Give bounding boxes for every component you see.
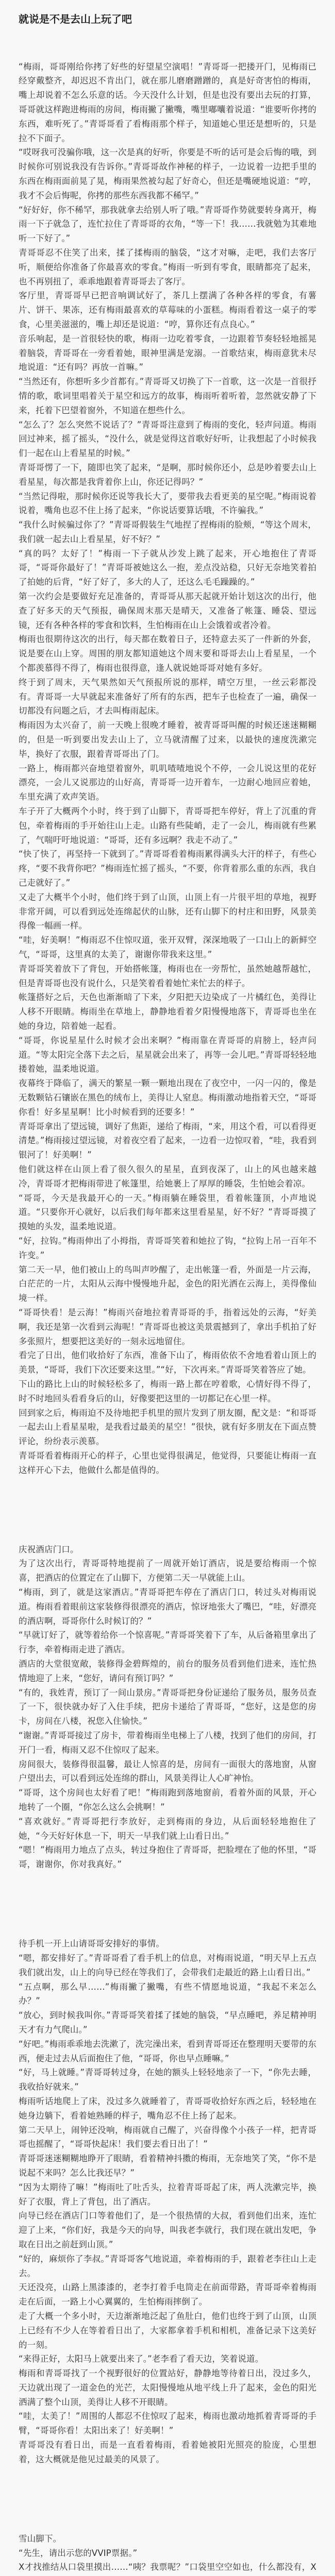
story-paragraph: “先生，请出示您的VVIP票据。” (19, 2548, 138, 2558)
story-paragraph: 音乐响起，是一首很轻快的歌，梅雨一边吃着零食，一边跟着节奏轻轻地摇晃着脑袋，青哥哥在一旁看着她，眼神里满是宠溺。一首歌结束，梅雨意犹未尽地说道：“还有吗？再放一首嘛。” (19, 333, 316, 372)
story-paragraph: “有的，我姓青，预订了一间山景房。”青哥哥把身份证递给了服务员，服务员查了一下，很快就办好了入住手续，把房卡递给了青哥哥，“您好，这是您的房卡，房间在八楼，祝您入住愉快。” (19, 1687, 316, 1726)
story-paragraph: 待手机一开上山请哥哥安排好的事情。 (19, 1939, 165, 1949)
story-paragraph: X才找推结从口袋里摸出……“咦？我票呢？”口袋里空空如也，什么都没有，X (19, 2562, 316, 2572)
story-paragraph: “快了快了，再坚持一下就到了。”青哥哥看着梅雨累得满头大汗的样子，有些心疼，“要不我背你吧？”梅雨连忙摇了摇头，“不要，你背着那么重的东西，我自己走就好了。” (19, 849, 316, 888)
story-paragraph: “我什么时候骗过你了？”青哥哥假装生气地捏了捏梅雨的脸颊，“等这个周末，我们就一起去山上看星星，好不好？” (19, 520, 316, 544)
story-section-4 (19, 2532, 316, 2576)
story-paragraph: 梅雨也很期待这次的出行，每天都在数着日子，还特意去买了一件新的外套，说是要在山上穿。周围的朋友都知道她这个周末要和哥哥去山上看星星，一个个都羡慕得不得了，梅雨也很得意，逢人就说她哥哥对她有多好。 (19, 634, 316, 673)
story-paragraph: “谢谢。”青哥哥接过了房卡，带着梅雨坐电梯上了八楼，找到了他们的房间，打开门一看，梅雨又忍不住惊叹了起来。 (19, 1731, 316, 1755)
story-paragraph: “梅雨，哥哥刚给你拷了好些的好望星空演唱！”青哥哥一把搂开门，见梅雨已经穿戴整齐，却迟迟不肯出门，就在那儿磨磨蹭蹭的，真是好奇害怕的梅雨，嘴上却说着不怎么乐意的话。今天没什么计划，但是也没有要出去玩的打算，哥哥就这样跑进梅雨的房间，梅雨撇了撇嘴，嘴里嘟囔着说道：“谁要听你拷的东西，难听死了。”青哥哥看了看梅雨那个样子，知道她心里还是想听的，只是拉不下面子。 (19, 61, 316, 143)
story-paragraph: “来得正好，太阳马上就要出来了。”老李看了看天边，笑着说道。 (19, 2354, 264, 2364)
story-paragraph: “梅雨，到了，就是这家酒店。”青哥哥把车停在了酒店门口，转过头对梅雨说道。梅雨看着眼前这家装修得很漂亮的酒店，惊讶地张大了嘴巴，“哇，好漂亮的酒店啊，哥哥你什么时候订的？” (19, 1587, 316, 1626)
story-paragraph: 一路上，梅雨都兴奋地望着窗外，叽叽喳喳地说个不停，一会儿说这里的花好漂亮，一会儿又说那边的山好高，青哥哥一边开着车，一边耐心地回应着她，车里充满了欢声笑语。 (19, 763, 316, 802)
story-paragraph: 他们就这样在山顶上看了很久很久的星星，直到夜深了，山上的风也越来越冷，青哥哥才把梅雨带进了帐篷里，给她裹上了厚厚的睡袋，生怕她会着凉。 (19, 1164, 316, 1189)
story-paragraph: “哎呀我可没骗你哦，这一次是真的好听，你要是不听的话可是会后悔的哦，到时候你可别说我没有告诉你。”青哥哥故作神秘的样子，一边说着一边把手里的东西在梅雨面前晃了晃，梅雨果然被勾起了好奇心，但还是嘴硬地说道：“哼，我才不会后悔呢，你拷的那些东西我都不稀罕。” (19, 147, 316, 200)
story-section-2 (19, 1543, 316, 1872)
story-body (19, 31, 316, 2576)
story-paragraph: 梅雨听话地爬上了床，没过多久就睡着了，青哥哥收拾好东西之后，轻轻地在她身边躺下，看着她熟睡的样子，嘴角忍不住上扬了起来。 (19, 2096, 316, 2121)
page-title: 就说是不是去山上玩了吧 (19, 13, 132, 25)
story-paragraph: 青哥哥看着梅雨开心的样子，心里也觉得很满足，他觉得，只要能让梅雨一直这样开心下去，他做什么都是值得的。 (19, 1450, 316, 1475)
story-paragraph: “好好好，你不稀罕，那我就拿去给别人听了哦。”青哥哥作势就要转身离开，梅雨一下子就急了，连忙拉住了青哥哥的衣角，“等一下！我……我就勉为其难地听一下好了。” (19, 205, 316, 244)
story-paragraph: “当然还有，你想听多少首都有。”青哥哥又切换了下一首歌，这一次是一首很抒情的歌，歌词里唱着关于星空和远方的故事，梅雨听着听着，忽然就安静了下来，托着下巴望着窗外，不知道在想些什么。 (19, 377, 316, 415)
story-paragraph: 客厅里，青哥哥早已把音响调试好了，茶几上摆满了各种各样的零食，有薯片、饼干、果冻，还有梅雨最喜欢的草莓味的小蛋糕。梅雨看着这一桌子的零食，心里美滋滋的，嘴上却还是说道：“哼，算你还有点良心。” (19, 291, 316, 329)
story-paragraph: 向导已经在酒店门口等着他们了，是一个很热情的大叔，看到他们出来，连忙迎了上来，“你们好，我是今天的向导，叫我老李就行，我们现在就出发吧，争取在日出之前赶到山顶。” (19, 2211, 316, 2249)
story-paragraph: 雪山脚下。 (19, 2533, 62, 2544)
story-paragraph: “哇，太美了！”周围的人都忍不住惊叹了起来，梅雨也激动地抓着青哥哥的手臂，“哥哥你看！太阳出来了！好美啊！” (19, 2411, 316, 2436)
story-paragraph: 夜幕终于降临了，满天的繁星一颗一颗地出现在了夜空中，一闪一闪的，像是无数颗钻石镶嵌在黑色的绒布上，美得让人窒息。梅雨激动地指着天空，“哥哥你看！好多星星啊！比小时候看到的还要多！” (19, 1078, 316, 1117)
story-paragraph: “哥哥快看！是云海！”梅雨兴奋地拉着青哥哥的手，指着远处的云海，“好美啊，我还是第一次看到云海呢！”青哥哥也被这美景震撼到了，拿出手机拍了好多张照片，想要把这美好的一刻永远地留住。 (19, 1307, 316, 1346)
story-paragraph: 青哥哥拿出了望远镜，调好了焦距，递给了梅雨，“来，用这个看，可以看得更清楚。”梅雨接过望远镜，对着夜空看了起来，一边看一边惊叹着，“哇，我看到银河了！好美啊！” (19, 1121, 316, 1160)
story-paragraph: “好吧。”梅雨乖乖地去洗漱了，洗完澡出来，看到青哥哥还在整理明天要带的东西，便走过去从后面抱住了他，“哥哥，你也早点睡嘛。” (19, 2039, 316, 2063)
story-paragraph: 终于到了周末，天气果然如天气预报所说的那样，晴空万里，一丝云彩都没有。青哥哥一大早就起来准备好了所有的东西，把车子也检查了一遍，确保一切都没有问题之后，才去叫梅雨起床。 (19, 677, 316, 716)
story-paragraph: “早就订好了，就等着给你一个惊喜呢。”青哥哥笑着下了车，从后备箱里拿出了行李，牵着梅雨走进了酒店。 (19, 1630, 316, 1655)
story-paragraph: “嗯，都安排好了。”青哥哥看了看手机上的信息，对梅雨说道，“明天早上五点我们就出发，山上的向导已经在等我们了，会带我们走最近的路上山看日出。” (19, 1953, 316, 1977)
story-paragraph: 酒店的大堂很宽敞，装修得金碧辉煌的，前台的服务员看到他们进来，连忙热情地迎了上来，“您好，请问有预订吗？” (19, 1659, 316, 1683)
story-paragraph: “真的吗？太好了！”梅雨一下子就从沙发上跳了起来，开心地抱住了青哥哥，“哥哥你最好了！”青哥哥被她这么一抱，差点没站稳，只好无奈地笑着拍了拍她的后背，“好了好了，多大的人了，还这么毛毛躁躁的。” (19, 548, 316, 587)
story-paragraph: “怎么了？怎么突然不说话了？”青哥哥注意到了梅雨的变化，轻声问道。梅雨回过神来，摇了摇头，“没什么，就是觉得这首歌好好听，让我想起了小时候我们一起在山上看星星的时候。” (19, 419, 316, 459)
story-paragraph: 梅雨因为太兴奋了，前一天晚上很晚才睡着，被青哥哥叫醒的时候还迷迷糊糊的，但是一听到要出发去山上了，立马就清醒了过来，以最快的速度洗漱完毕，换好了衣服，跟着青哥哥出了门。 (19, 720, 316, 759)
story-paragraph: 第二天一早，他们被山上的鸟叫声吵醒了，走出帐篷一看，外面是一片云海，白茫茫的一片，太阳从云海中慢慢地升起，金色的阳光洒在云海上，美得像仙境一样。 (19, 1264, 316, 1303)
story-paragraph: 房间很大，装修得很温馨，最让人惊喜的是，房间有一面很大的落地窗，从窗户望出去，可以看到远处连绵的群山，风景美得让人心旷神怡。 (19, 1759, 316, 1784)
story-paragraph: 青哥哥愣了一下，随即也笑了起来，“是啊，那时候你还小，总是吵着要去山上看星星，每次都是我背着你上山，你还记得吗？” (19, 462, 316, 487)
story-paragraph: “哥哥，这个房间也太好看了吧！”梅雨跑到落地窗前，看着外面的风景，开心地转了一个圈，“你怎么这么会挑啊！” (19, 1788, 316, 1812)
story-paragraph: 走了大概一个多小时，天边渐渐地泛起了鱼肚白，他们也终于到了山顶，山顶上已经有不少人在等着看日出了，大家都拿着手机和相机，准备记录下这美好的一刻。 (19, 2311, 316, 2350)
story-paragraph: “好的，麻烦你了李叔。”青哥哥客气地说道，牵着梅雨的手，跟着老李往山上走去。 (19, 2253, 316, 2278)
story-paragraph: 车子开了大概两个小时，终于到了山脚下，青哥哥把车停好，背上了沉重的背包，牵着梅雨的手开始往山上走。山路有些陡峭，走了一会儿，梅雨就有些累了，气喘吁吁地说道：“哥哥，还有多远啊？我走不动了。” (19, 806, 316, 845)
story-paragraph: 青哥哥没有看日出，而是一直看着梅雨，看着她被阳光照亮的脸庞，心里想着，这大概就是他见过最美的风景了。 (19, 2440, 316, 2464)
story-paragraph: 天还没亮，山路上黑漆漆的，老李打着手电筒走在前面带路，青哥哥牵着梅雨走在后面，一路上小心翼翼的，生怕梅雨摔倒了。 (19, 2282, 316, 2307)
story-section-1 (19, 60, 316, 1478)
story-paragraph: “喜欢就好。”青哥哥把行李放好，走到梅雨的身边，从后面轻轻地抱住了她，“今天好好休息一下，明天一早我们就上山看日出。” (19, 1816, 316, 1841)
story-paragraph: “哥哥，今天是我最开心的一天。”梅雨躺在睡袋里，看着帐篷顶，小声地说道。“只要你开心就好，以后我们每年都来这里看星星，好不好？”青哥哥摸了摸她的头发，温柔地说道。 (19, 1193, 316, 1232)
story-paragraph: “好，马上就睡。”青哥哥转过身，在她的额头上轻轻地亲了一下，“你先去睡，我收拾好就来。” (19, 2067, 316, 2092)
section-gap (19, 1506, 316, 1514)
story-paragraph: “五点啊，那么早……”梅雨撇了撇嘴，有些不情愿地说道，“我起不来怎么办？” (19, 1981, 316, 2006)
story-paragraph: “好，拉钩。”梅雨伸出了小拇指，青哥哥笑着和她拉了钩，“拉钩上吊一百年不许变。” (19, 1235, 316, 1260)
story-section-3 (19, 1937, 316, 2466)
section-gap (19, 2495, 316, 2503)
story-paragraph: “哥哥，你说星星什么时候才会出来啊？”梅雨靠在青哥哥的肩膀上，轻声问道。“等太阳完全落下去之后，星星就会出来了，再等一会儿吧。”青哥哥轻轻地搂着她，温柔地说道。 (19, 1035, 316, 1074)
story-paragraph: “因为太期待了嘛！”梅雨吐了吐舌头，拉着青哥哥起了床，两人洗漱完毕，换好了衣服，背上了背包，出了酒店。 (19, 2182, 316, 2207)
story-paragraph: 又走了大概半个小时，他们终于到了山顶，山顶上有一片很平坦的草地，视野非常开阔，可以看到远处连绵起伏的山脉，还有山脚下的村庄和田野，风景美得像一幅画一样。 (19, 892, 316, 931)
section-gap (19, 1901, 316, 1908)
story-paragraph: 为了这次出行，青哥哥特地提前了一周就开始订酒店，说是要给梅雨一个惊喜，把酒店的位置定在了山脚下，方便第二天一早就能上山。 (19, 1558, 316, 1583)
story-paragraph: 庆祝酒店门口。 (19, 1544, 79, 1554)
story-paragraph: 看完了日出，他们收拾好了东西，准备下山了，梅雨依依不舍地看着山顶上的美景，“哥哥，我们下次还要来这里。”“好，下次再来。”青哥哥笑着答应了她。 (19, 1350, 316, 1375)
story-paragraph: 第一次约会是要做好充足准备的，青哥哥从那天起就开始计划这次的出行，他查了好多天的天气预报，确保周末那天是晴天，又准备了帐篷、睡袋、望远镜，还有各种各样的零食和饮料，生怕梅雨在山上会饿着或者冷着。 (19, 591, 316, 630)
story-paragraph: 梅雨和青哥哥找了一个视野很好的位置站好，静静地等待着日出，没过多久，天边就出现了一道金色的光芒，太阳慢慢地从地平线上升了起来，金色的阳光洒满了整个山顶，美得让人移不开眼睛。 (19, 2368, 316, 2407)
story-paragraph: 青哥哥笑着放下了背包，开始搭帐篷，梅雨也在一旁帮忙，虽然她越帮越忙，但是青哥哥也没有说什么，只是笑着看着她忙来忙去的样子。 (19, 963, 316, 988)
story-paragraph: 下山的路比上山的时候轻松多了，梅雨一路上都在哼着歌，心情好得不得了，时不时地回头看看身后的山，好像要把这里的一切都记在心里一样。 (19, 1379, 316, 1403)
story-paragraph: “嗯！”梅雨用力地点了点头，转过身抱住了青哥哥，把脸埋在了他的怀里，“哥哥，谢谢你，你对我真好。” (19, 1845, 316, 1870)
story-paragraph: 帐篷搭好之后，天色也渐渐暗了下来，夕阳把天边染成了一片橘红色，美得让人移不开眼睛。梅雨坐在草地上，静静地看着夕阳慢慢地落下，青哥哥也坐在她的身边，陪着她一起看。 (19, 992, 316, 1031)
story-paragraph: 回到家之后，梅雨迫不及待地把手机里的照片发到了朋友圈，配文是：“和哥哥一起去山上看星星啦，是我看过最美的星空！”很快，就有好多朋友在下面点赞评论，纷纷表示羡慕。 (19, 1408, 316, 1447)
story-paragraph: 青哥哥忍不住笑了出来，揉了揉梅雨的脑袋，“这才对嘛，走吧，我们去客厅听，顺便给你准备了你最喜欢的零食。”梅雨一听到有零食，眼睛都亮了起来，也不再别扭了，乖乖地跟着青哥哥去了客厅。 (19, 247, 316, 286)
story-paragraph: “当然记得啦，那时候你还说等我长大了，要带我去看更美的星空呢。”梅雨说着说着，嘴角也忍不住上扬了起来，“你说话要算话哦，不许骗我。” (19, 491, 316, 516)
story-paragraph: 第二天早上，闹钟还没响，梅雨就自己醒了，兴奋得像个小孩子一样，把青哥哥也摇醒了，“哥哥快起床！我们要去看日出了！” (19, 2125, 316, 2149)
story-paragraph: 青哥哥迷迷糊糊地睁开了眼睛，看着精神抖擞的梅雨，无奈地笑了笑，“你不是说起不来吗？怎么比我还早？” (19, 2154, 316, 2178)
story-paragraph: “放心，到时候我叫你。”青哥哥笑着揉了揉她的脑袋，“早点睡吧，养足精神明天才有力气爬山。” (19, 2010, 316, 2035)
story-paragraph: “哇，好美啊！”梅雨忍不住惊叹道，张开双臂，深深地吸了一口山上的新鲜空气，“哥哥，这里真的太美了，谢谢你带我来这里。” (19, 935, 316, 959)
